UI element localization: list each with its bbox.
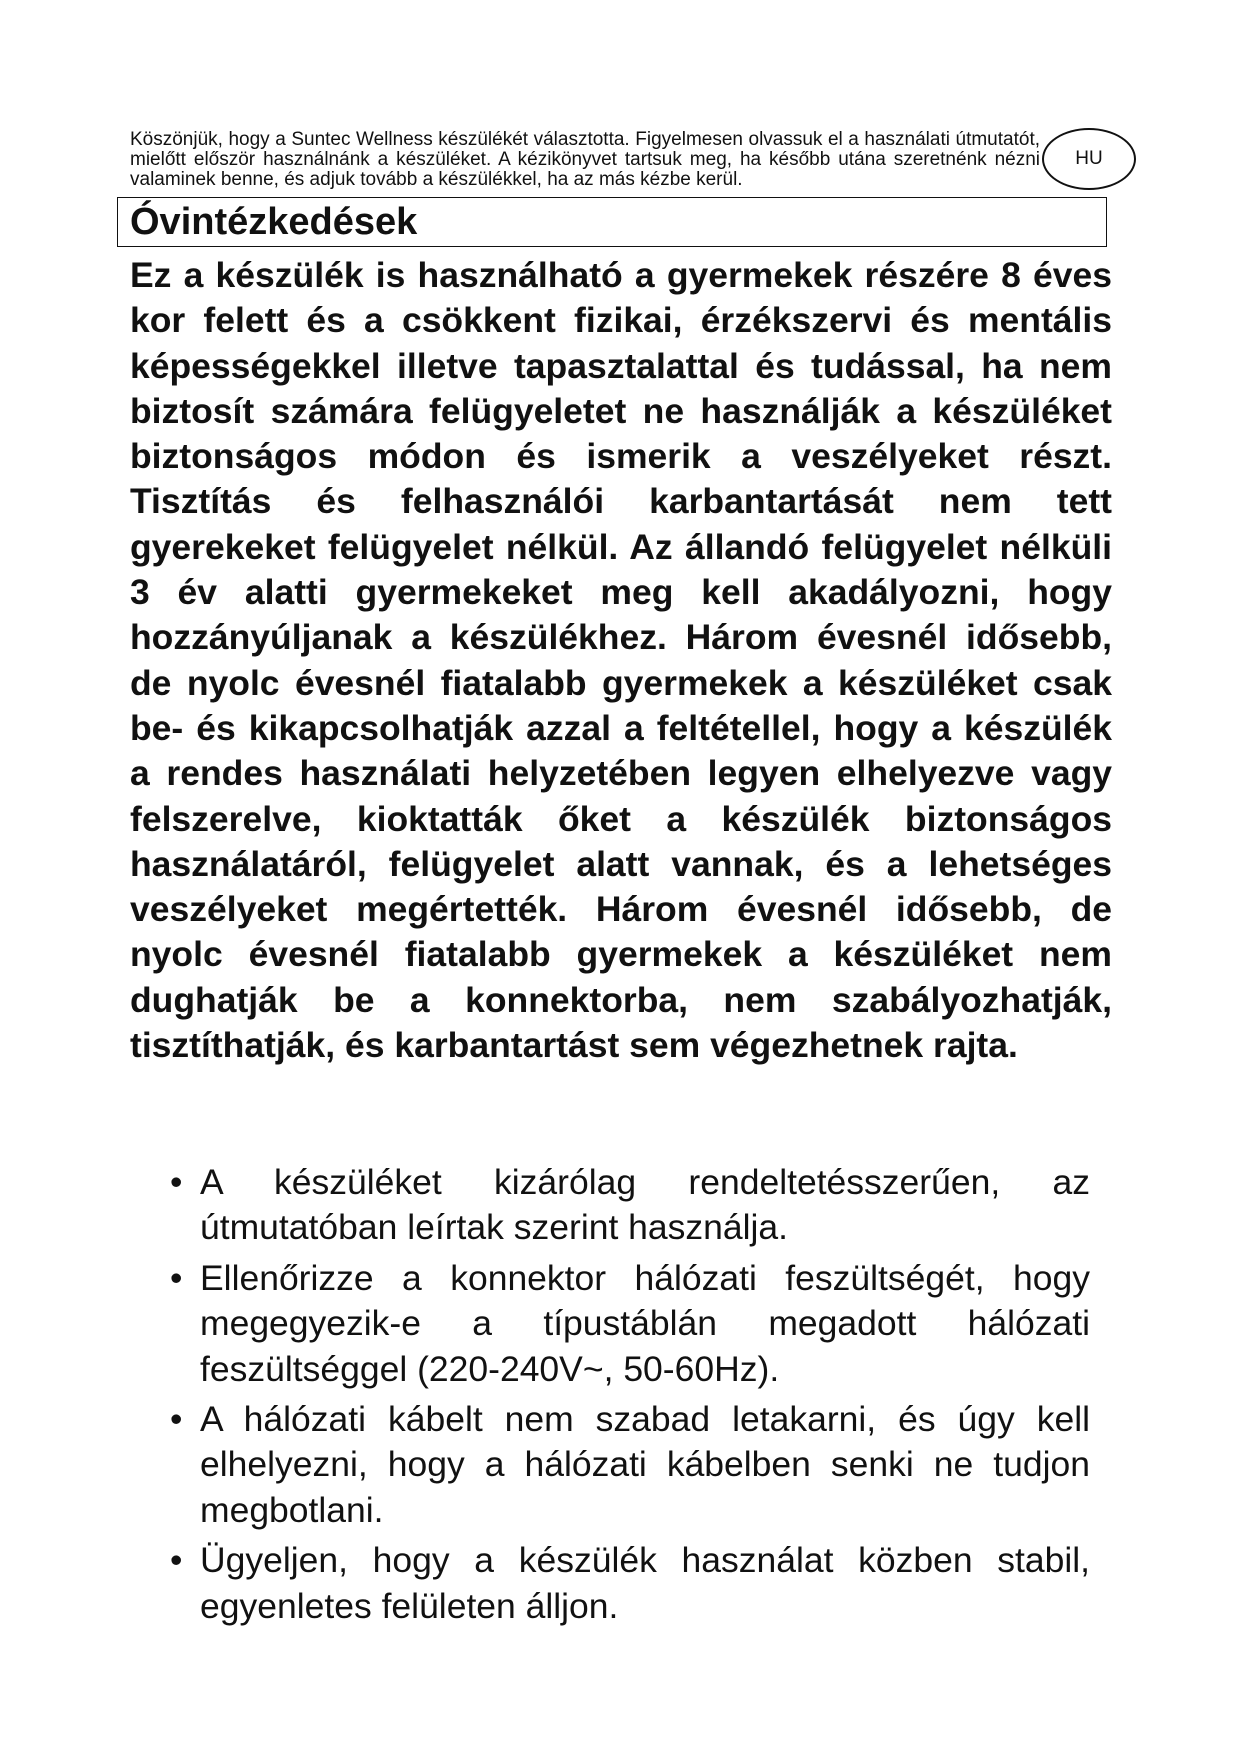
list-item-text: A készüléket kizárólag rendeltetésszerűen, az útmutatóban leírtak szerint használja. <box>200 1162 1090 1248</box>
list-item <box>170 1160 1090 1251</box>
bullet-icon: • <box>170 1540 183 1581</box>
safety-bullet-list <box>170 1160 1090 1634</box>
list-item <box>170 1538 1090 1629</box>
list-item-text: A hálózati kábelt nem szabad letakarni, és úgy kell elhelyezni, hogy a hálózati kábelben senki ne tudjon megbotlani. <box>200 1399 1090 1530</box>
section-title-box <box>117 197 1107 247</box>
intro-text: Köszönjük, hogy a Suntec Wellness készülékét választotta. Figyelmesen olvassuk el a használati útmutatót, mielőtt először használnánk a készüléket. A kézikönyvet tartsuk meg, ha később utána szeretnénk nézni valaminek benne, és adjuk tovább a készülékkel, ha az más kézbe kerül. <box>130 129 1040 190</box>
list-item-text: Ügyeljen, hogy a készülék használat közben stabil, egyenletes felületen álljon. <box>200 1540 1090 1626</box>
bullet-icon: • <box>170 1399 183 1440</box>
section-title: Óvintézkedések <box>130 201 418 243</box>
language-badge: HU <box>1042 128 1136 190</box>
list-item <box>170 1397 1090 1533</box>
bullet-icon: • <box>170 1257 183 1298</box>
list-item-text: Ellenőrizze a konnektor hálózati feszültségét, hogy megegyezik-e a típustáblán megadott hálózati feszültséggel (220-240V~, 50-60Hz). <box>200 1257 1090 1389</box>
list-item <box>170 1256 1090 1392</box>
safety-warning-paragraph: Ez a készülék is használható a gyermekek részére 8 éves kor felett és a csökkent fizikai, érzékszervi és mentális képességekkel illetve tapasztalattal és tudással, ha nem biztosít számára felügyeletet ne használják a készüléket biztonságos módon és ismerik a veszélyeket részt. Tisztítás és felhasználói karbantartását nem tett gyerekeket felügyelet nélkül. Az állandó felügyelet nélküli 3 év alatti gyermekeket meg kell akadályozni, hogy hozzányúljanak a készülékhez. Három évesnél idősebb, de nyolc évesnél fiatalabb gyermekek a készüléket csak be- és kikapcsolhatják azzal a feltétellel, hogy a készülék a rendes használati helyzetében legyen elhelyezve vagy felszerelve, kioktatták őket a készülék biztonságos használatáról, felügyelet alatt vannak, és a lehetséges veszélyeket megértették. Három évesnél idősebb, de nyolc évesnél fiatalabb gyermekek a készüléket nem dughatják be a konnektorba, nem szabályozhatják, tisztíthatják, és karbantartást sem végezhetnek rajta. <box>130 255 1112 1066</box>
bullet-icon: • <box>170 1162 183 1202</box>
